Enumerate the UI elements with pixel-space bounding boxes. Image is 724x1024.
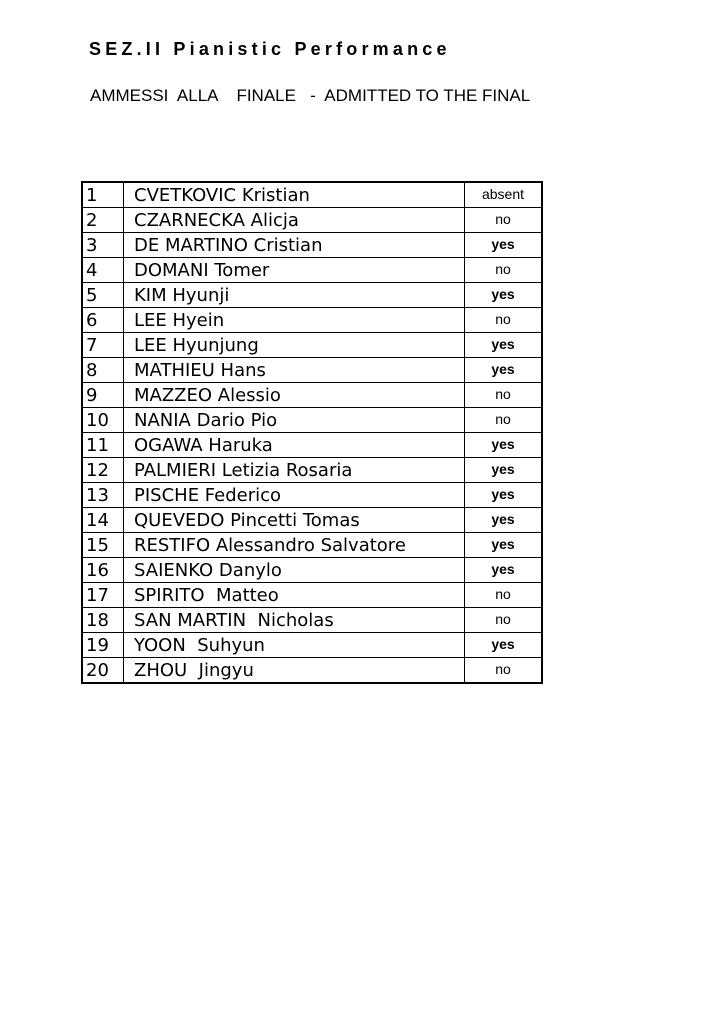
table-row <box>82 558 542 583</box>
admission-status: yes <box>465 508 543 533</box>
admission-status: no <box>465 658 543 684</box>
row-number: 10 <box>82 408 124 433</box>
admission-status: no <box>465 583 543 608</box>
table-row <box>82 433 542 458</box>
row-number: 7 <box>82 333 124 358</box>
admission-status: yes <box>465 358 543 383</box>
table-row <box>82 383 542 408</box>
admission-status: yes <box>465 333 543 358</box>
candidate-name: OGAWA Haruka <box>124 433 465 458</box>
candidate-name: LEE Hyunjung <box>124 333 465 358</box>
subtitle: AMMESSI ALLA FINALE - ADMITTED TO THE FINAL <box>90 86 531 105</box>
table-row <box>82 283 542 308</box>
admission-status: no <box>465 408 543 433</box>
row-number: 8 <box>82 358 124 383</box>
candidate-name: LEE Hyein <box>124 308 465 333</box>
table-row <box>82 583 542 608</box>
table-row <box>82 408 542 433</box>
candidate-name: QUEVEDO Pincetti Tomas <box>124 508 465 533</box>
row-number: 15 <box>82 533 124 558</box>
row-number: 13 <box>82 483 124 508</box>
table-row <box>82 658 542 684</box>
admission-status: yes <box>465 483 543 508</box>
row-number: 20 <box>82 658 124 684</box>
admission-status: yes <box>465 558 543 583</box>
table-row <box>82 182 542 208</box>
row-number: 16 <box>82 558 124 583</box>
row-number: 11 <box>82 433 124 458</box>
admission-status: yes <box>465 433 543 458</box>
row-number: 3 <box>82 233 124 258</box>
candidate-name: DOMANI Tomer <box>124 258 465 283</box>
admission-status: yes <box>465 233 543 258</box>
admission-status: yes <box>465 533 543 558</box>
row-number: 17 <box>82 583 124 608</box>
section-title: SEZ.II Pianistic Performance <box>89 39 451 59</box>
candidate-name: KIM Hyunji <box>124 283 465 308</box>
admission-status: no <box>465 258 543 283</box>
table-row <box>82 233 542 258</box>
row-number: 12 <box>82 458 124 483</box>
table-row <box>82 458 542 483</box>
admission-status: yes <box>465 283 543 308</box>
admission-status: no <box>465 383 543 408</box>
candidate-name: CZARNECKA Alicja <box>124 208 465 233</box>
candidate-name: ZHOU Jingyu <box>124 658 465 684</box>
candidate-name: NANIA Dario Pio <box>124 408 465 433</box>
candidate-name: RESTIFO Alessandro Salvatore <box>124 533 465 558</box>
row-number: 4 <box>82 258 124 283</box>
row-number: 6 <box>82 308 124 333</box>
candidate-name: MAZZEO Alessio <box>124 383 465 408</box>
row-number: 14 <box>82 508 124 533</box>
candidate-name: MATHIEU Hans <box>124 358 465 383</box>
admission-status: yes <box>465 458 543 483</box>
row-number: 18 <box>82 608 124 633</box>
table-row <box>82 483 542 508</box>
results-table <box>81 181 543 684</box>
row-number: 2 <box>82 208 124 233</box>
candidate-name: SPIRITO Matteo <box>124 583 465 608</box>
candidate-name: PALMIERI Letizia Rosaria <box>124 458 465 483</box>
candidate-name: SAN MARTIN Nicholas <box>124 608 465 633</box>
table-row <box>82 508 542 533</box>
admission-status: no <box>465 208 543 233</box>
table-row <box>82 358 542 383</box>
admission-status: no <box>465 608 543 633</box>
row-number: 9 <box>82 383 124 408</box>
candidate-name: DE MARTINO Cristian <box>124 233 465 258</box>
row-number: 19 <box>82 633 124 658</box>
candidate-name: SAIENKO Danylo <box>124 558 465 583</box>
admission-status: absent <box>465 182 543 208</box>
results-table-body <box>82 182 542 683</box>
table-row <box>82 258 542 283</box>
candidate-name: CVETKOVIC Kristian <box>124 182 465 208</box>
admission-status: yes <box>465 633 543 658</box>
table-row <box>82 533 542 558</box>
admission-status: no <box>465 308 543 333</box>
table-row <box>82 608 542 633</box>
row-number: 1 <box>86 185 98 206</box>
table-row <box>82 308 542 333</box>
candidate-name: YOON Suhyun <box>124 633 465 658</box>
row-number: 5 <box>82 283 124 308</box>
candidate-name: PISCHE Federico <box>124 483 465 508</box>
table-row <box>82 633 542 658</box>
table-row <box>82 333 542 358</box>
table-row <box>82 208 542 233</box>
